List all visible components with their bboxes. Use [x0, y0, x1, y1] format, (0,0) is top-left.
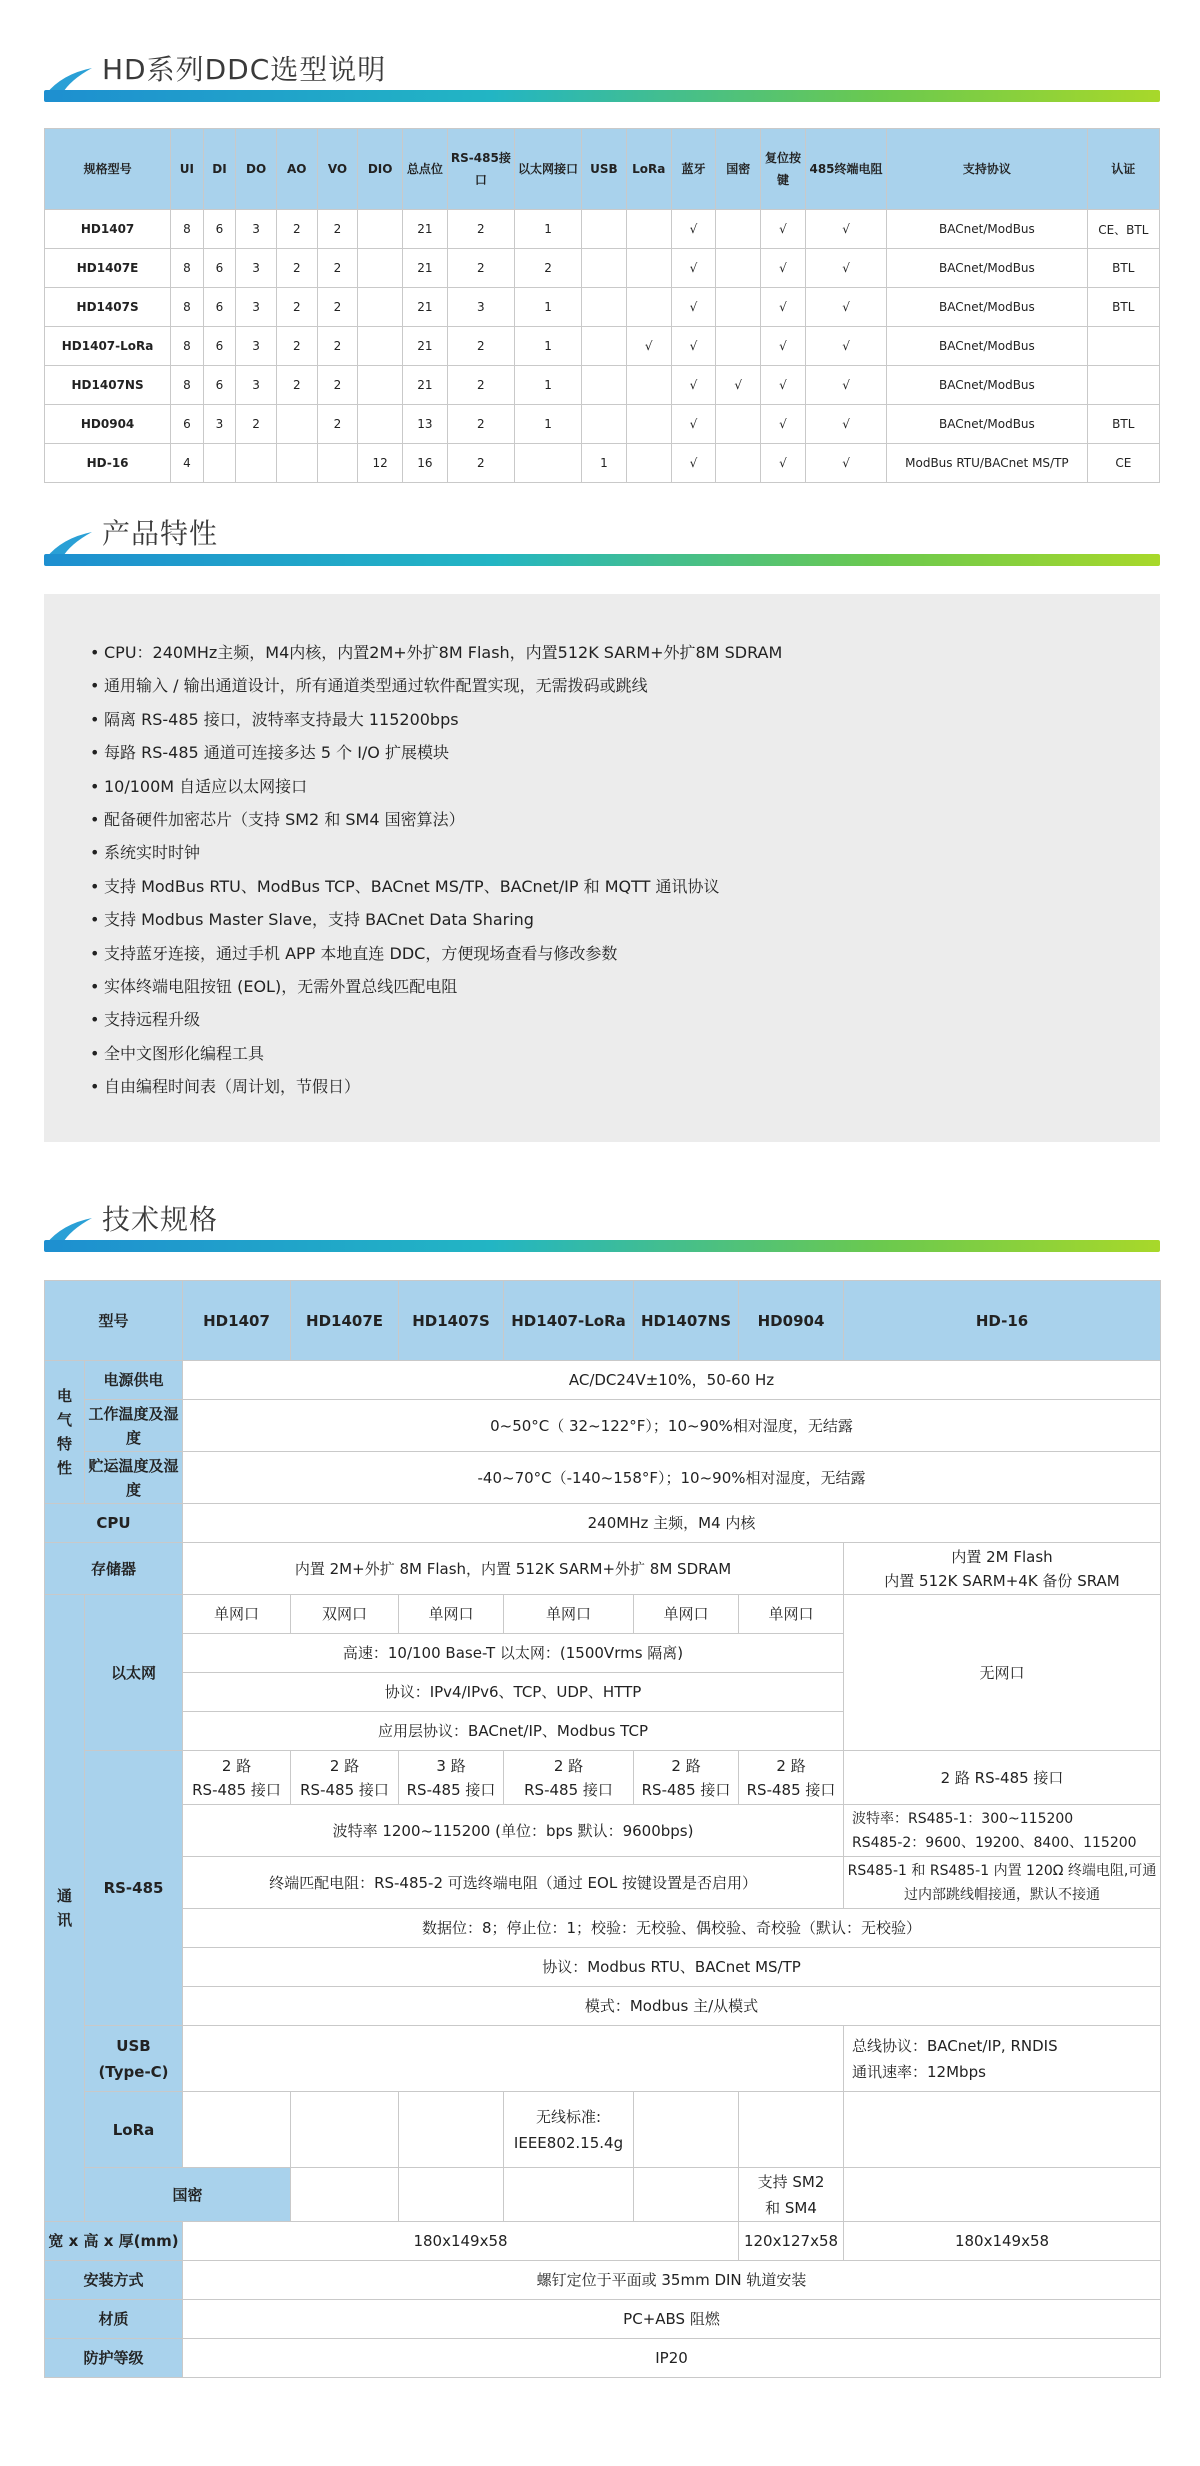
selection-cell: [582, 288, 627, 327]
selection-cell: 2: [317, 210, 358, 249]
spec-model: HD1407NS: [634, 1281, 739, 1361]
selection-cell: 8: [171, 327, 204, 366]
rs485-mode: 模式：Modbus 主/从模式: [183, 1987, 1161, 2026]
selection-cell: √: [805, 444, 886, 483]
section-title-text: 技术规格: [102, 1203, 219, 1236]
rs485-data-bits: 数据位：8；停止位：1；校验：无校验、偶校验、奇校验（默认：无校验）: [183, 1909, 1161, 1948]
selection-cell: 2: [447, 405, 514, 444]
selection-cell: 2: [276, 327, 317, 366]
selection-cell: 1: [514, 288, 581, 327]
rs485-protocol: 协议：Modbus RTU、BACnet MS/TP: [183, 1948, 1161, 1987]
selection-cell: [358, 366, 403, 405]
selection-cell: 2: [317, 405, 358, 444]
selection-cell: 21: [403, 210, 448, 249]
selection-cell: √: [671, 288, 716, 327]
usb-hd16: 总线协议：BACnet/IP, RNDIS 通讯速率：12Mbps: [844, 2026, 1161, 2092]
spec-model: HD1407: [183, 1281, 291, 1361]
selection-cell: √: [805, 405, 886, 444]
selection-cell: ModBus RTU/BACnet MS/TP: [887, 444, 1087, 483]
feature-item: • 每路 RS-485 通道可连接多达 5 个 I/O 扩展模块: [104, 736, 1160, 769]
selection-cell: 6: [203, 210, 236, 249]
ip-value: IP20: [183, 2339, 1161, 2378]
selection-row: [45, 366, 1160, 405]
feature-item: • 支持 ModBus RTU、ModBus TCP、BACnet MS/TP、BACnet/IP 和 MQTT 通讯协议: [104, 870, 1160, 903]
selection-cell: BACnet/ModBus: [887, 405, 1087, 444]
selection-header-cell: 认证: [1087, 129, 1159, 210]
selection-header-cell: 国密: [716, 129, 761, 210]
features-panel: [44, 594, 1160, 1142]
feature-item: • 全中文图形化编程工具: [104, 1037, 1160, 1070]
size-value: 120x127x58: [739, 2222, 844, 2261]
selection-cell: 3: [236, 327, 277, 366]
selection-cell: 8: [171, 366, 204, 405]
selection-cell: √: [671, 249, 716, 288]
selection-cell: [317, 444, 358, 483]
guomi-cell: [291, 2168, 399, 2222]
selection-cell: [582, 249, 627, 288]
selection-header-cell: 485终端电阻: [805, 129, 886, 210]
selection-cell: 8: [171, 249, 204, 288]
selection-cell: [716, 405, 761, 444]
store-temp-label: 贮运温度及湿度: [85, 1452, 183, 1504]
lora-cell: [399, 2092, 504, 2168]
spec-model: HD-16: [844, 1281, 1161, 1361]
feature-item: • 支持蓝牙连接，通过手机 APP 本地直连 DDC，方便现场查看与修改参数: [104, 937, 1160, 970]
guomi-cell: [844, 2168, 1161, 2222]
selection-cell: 1: [514, 327, 581, 366]
selection-cell: √: [761, 288, 806, 327]
selection-model-cell: HD1407NS: [45, 366, 171, 405]
selection-header-cell: USB: [582, 129, 627, 210]
eth-protocol: 协议：IPv4/IPv6、TCP、UDP、HTTP: [183, 1673, 844, 1712]
selection-cell: [626, 405, 671, 444]
selection-cell: √: [761, 366, 806, 405]
store-temp-value: -40~70°C（-140~158°F）；10~90%相对湿度，无结露: [183, 1452, 1161, 1504]
spec-model: HD1407-LoRa: [504, 1281, 634, 1361]
selection-model-cell: HD1407E: [45, 249, 171, 288]
selection-cell: √: [671, 444, 716, 483]
work-temp-label: 工作温度及湿度: [85, 1400, 183, 1452]
selection-cell: √: [805, 288, 886, 327]
selection-model-cell: HD1407: [45, 210, 171, 249]
section-title-features: [44, 508, 1160, 568]
selection-cell: 2: [317, 327, 358, 366]
selection-cell: 2: [276, 366, 317, 405]
selection-cell: [716, 210, 761, 249]
feature-item: • 系统实时时钟: [104, 836, 1160, 869]
selection-cell: √: [761, 249, 806, 288]
selection-cell: √: [761, 210, 806, 249]
spec-table: [44, 1280, 1161, 2378]
selection-cell: 3: [203, 405, 236, 444]
feature-item: • 自由编程时间表（周计划，节假日）: [104, 1070, 1160, 1103]
selection-cell: [514, 444, 581, 483]
selection-cell: [626, 366, 671, 405]
selection-cell: [276, 405, 317, 444]
selection-cell: √: [761, 444, 806, 483]
selection-cell: [626, 249, 671, 288]
selection-header-cell: DO: [236, 129, 277, 210]
feature-item: • 支持远程升级: [104, 1003, 1160, 1036]
guomi-label: 国密: [85, 2168, 291, 2222]
section-title-text: HD系列DDC选型说明: [102, 53, 387, 86]
selection-cell: BACnet/ModBus: [887, 210, 1087, 249]
selection-cell: 6: [203, 288, 236, 327]
selection-cell: 16: [403, 444, 448, 483]
rs485-termination: 终端匹配电阻：RS-485-2 可选终端电阻（通过 EOL 按键设置是否启用）: [183, 1857, 844, 1909]
selection-row: [45, 249, 1160, 288]
feature-item: • 10/100M 自适应以太网接口: [104, 770, 1160, 803]
selection-cell: [236, 444, 277, 483]
selection-cell: 2: [447, 249, 514, 288]
size-label: 宽 x 高 x 厚(mm): [45, 2222, 183, 2261]
selection-header-cell: DI: [203, 129, 236, 210]
selection-cell: [582, 366, 627, 405]
spec-model: HD0904: [739, 1281, 844, 1361]
cpu-label: CPU: [45, 1504, 183, 1543]
spec-model: HD1407S: [399, 1281, 504, 1361]
section-title-text: 产品特性: [102, 517, 219, 550]
lora-label: LoRa: [85, 2092, 183, 2168]
eth-port: 单网口: [504, 1595, 634, 1634]
rs485-hd16: 2 路 RS-485 接口: [844, 1751, 1161, 1805]
rs485-termination-hd16: RS485-1 和 RS485-1 内置 120Ω 终端电阻,可通过内部跳线帽接通，默认不接通: [844, 1857, 1161, 1909]
feature-item: • 实体终端电阻按钮 (EOL)，无需外置总线匹配电阻: [104, 970, 1160, 1003]
lora-cell: [291, 2092, 399, 2168]
selection-header-cell: DIO: [358, 129, 403, 210]
selection-cell: 3: [236, 210, 277, 249]
selection-model-cell: HD1407-LoRa: [45, 327, 171, 366]
lora-cell: [634, 2092, 739, 2168]
selection-cell: [716, 444, 761, 483]
selection-cell: BTL: [1087, 405, 1159, 444]
work-temp-value: 0~50°C（ 32~122°F）；10~90%相对湿度，无结露: [183, 1400, 1161, 1452]
selection-cell: √: [671, 327, 716, 366]
selection-cell: [716, 288, 761, 327]
selection-cell: 21: [403, 366, 448, 405]
usb-empty: [183, 2026, 844, 2092]
selection-cell: [626, 444, 671, 483]
selection-cell: 6: [203, 327, 236, 366]
selection-cell: 1: [582, 444, 627, 483]
features-list: [44, 594, 1160, 1104]
eth-app-protocol: 应用层协议：BACnet/IP、Modbus TCP: [183, 1712, 844, 1751]
feature-item: • 通用输入 / 输出通道设计，所有通道类型通过软件配置实现，无需拨码或跳线: [104, 669, 1160, 702]
lora-value: 无线标准: IEEE802.15.4g: [504, 2092, 634, 2168]
lora-cell: [183, 2092, 291, 2168]
selection-cell: [626, 288, 671, 327]
selection-cell: 3: [447, 288, 514, 327]
selection-cell: √: [805, 249, 886, 288]
selection-row: [45, 405, 1160, 444]
eth-port: 单网口: [739, 1595, 844, 1634]
selection-cell: BACnet/ModBus: [887, 288, 1087, 327]
power-value: AC/DC24V±10%，50-60 Hz: [183, 1361, 1161, 1400]
spec-model-label: 型号: [45, 1281, 183, 1361]
guomi-cell: [634, 2168, 739, 2222]
selection-cell: 2: [514, 249, 581, 288]
selection-header-cell: AO: [276, 129, 317, 210]
usb-label: USB (Type-C): [85, 2026, 183, 2092]
material-label: 材质: [45, 2300, 183, 2339]
eth-speed: 高速：10/100 Base-T 以太网：(1500Vrms 隔离): [183, 1634, 844, 1673]
selection-cell: √: [761, 405, 806, 444]
selection-header-cell: 以太网接口: [514, 129, 581, 210]
memory-label: 存储器: [45, 1543, 183, 1595]
selection-header-row: [45, 129, 1160, 210]
selection-cell: CE、BTL: [1087, 210, 1159, 249]
eth-hd16: 无网口: [844, 1595, 1161, 1751]
selection-cell: 12: [358, 444, 403, 483]
selection-cell: 2: [447, 366, 514, 405]
selection-cell: 2: [317, 288, 358, 327]
eth-port: 单网口: [183, 1595, 291, 1634]
selection-cell: 2: [447, 210, 514, 249]
selection-cell: [582, 327, 627, 366]
selection-cell: [276, 444, 317, 483]
section-divider: [44, 554, 1160, 566]
install-value: 螺钉定位于平面或 35mm DIN 轨道安装: [183, 2261, 1161, 2300]
selection-cell: BTL: [1087, 288, 1159, 327]
selection-cell: 13: [403, 405, 448, 444]
rs485-ports: 2 路 RS-485 接口: [183, 1751, 291, 1805]
lora-cell: [844, 2092, 1161, 2168]
selection-cell: 2: [236, 405, 277, 444]
selection-cell: 2: [317, 366, 358, 405]
selection-cell: [203, 444, 236, 483]
rs485-ports: 2 路 RS-485 接口: [504, 1751, 634, 1805]
selection-cell: √: [805, 210, 886, 249]
spec-model: HD1407E: [291, 1281, 399, 1361]
selection-cell: [358, 249, 403, 288]
selection-cell: 1: [514, 210, 581, 249]
selection-cell: BACnet/ModBus: [887, 249, 1087, 288]
selection-cell: BACnet/ModBus: [887, 366, 1087, 405]
ip-label: 防护等级: [45, 2339, 183, 2378]
selection-cell: √: [805, 366, 886, 405]
selection-row: [45, 288, 1160, 327]
selection-header-cell: 复位按键: [761, 129, 806, 210]
cpu-value: 240MHz 主频，M4 内核: [183, 1504, 1161, 1543]
feature-item: • 支持 Modbus Master Slave，支持 BACnet Data Sharing: [104, 903, 1160, 936]
selection-header-cell: LoRa: [626, 129, 671, 210]
comm-group-label: 通 讯: [45, 1595, 85, 2222]
feature-item: • 配备硬件加密芯片（支持 SM2 和 SM4 国密算法）: [104, 803, 1160, 836]
selection-cell: CE: [1087, 444, 1159, 483]
selection-header-cell: 蓝牙: [671, 129, 716, 210]
eth-port: 单网口: [634, 1595, 739, 1634]
memory-value: 内置 2M+外扩 8M Flash，内置 512K SARM+外扩 8M SDRAM: [183, 1543, 844, 1595]
eth-port: 单网口: [399, 1595, 504, 1634]
selection-cell: 6: [203, 249, 236, 288]
selection-cell: 21: [403, 327, 448, 366]
selection-cell: 2: [317, 249, 358, 288]
selection-table: [44, 128, 1160, 483]
selection-cell: [582, 405, 627, 444]
selection-row: [45, 327, 1160, 366]
selection-cell: [358, 288, 403, 327]
selection-cell: 3: [236, 288, 277, 327]
selection-model-cell: HD0904: [45, 405, 171, 444]
memory-hd16: 内置 2M Flash 内置 512K SARM+4K 备份 SRAM: [844, 1543, 1161, 1595]
section-divider: [44, 90, 1160, 102]
selection-cell: √: [805, 327, 886, 366]
selection-cell: 2: [276, 288, 317, 327]
selection-cell: [358, 327, 403, 366]
selection-cell: 2: [447, 444, 514, 483]
section-title-specs: [44, 1194, 1160, 1254]
rs485-ports: 2 路 RS-485 接口: [634, 1751, 739, 1805]
material-value: PC+ABS 阻燃: [183, 2300, 1161, 2339]
selection-header-cell: VO: [317, 129, 358, 210]
size-value: 180x149x58: [844, 2222, 1161, 2261]
selection-row: [45, 210, 1160, 249]
lora-cell: [739, 2092, 844, 2168]
elec-group-label: 电 气 特 性: [45, 1361, 85, 1504]
guomi-cell: [504, 2168, 634, 2222]
selection-cell: 21: [403, 249, 448, 288]
selection-cell: 1: [514, 405, 581, 444]
selection-header-cell: UI: [171, 129, 204, 210]
selection-cell: [716, 327, 761, 366]
section-divider: [44, 1240, 1160, 1252]
selection-cell: [358, 405, 403, 444]
eth-label: 以太网: [85, 1595, 183, 1751]
selection-header-cell: 支持协议: [887, 129, 1087, 210]
selection-cell: √: [671, 366, 716, 405]
selection-cell: 4: [171, 444, 204, 483]
size-value: 180x149x58: [183, 2222, 739, 2261]
section-title-selection: [44, 44, 1160, 104]
selection-model-cell: HD-16: [45, 444, 171, 483]
selection-cell: BACnet/ModBus: [887, 327, 1087, 366]
power-label: 电源供电: [85, 1361, 183, 1400]
selection-cell: 21: [403, 288, 448, 327]
selection-row: [45, 444, 1160, 483]
selection-cell: [716, 249, 761, 288]
rs485-label: RS-485: [85, 1751, 183, 2026]
guomi-cell: [399, 2168, 504, 2222]
rs485-baud-hd16: 波特率：RS485-1：300~115200 RS485-2：9600、19200、8400、115200: [844, 1805, 1161, 1857]
selection-cell: 8: [171, 288, 204, 327]
selection-cell: √: [761, 327, 806, 366]
selection-cell: [626, 210, 671, 249]
selection-cell: √: [671, 210, 716, 249]
selection-header-cell: RS-485接口: [447, 129, 514, 210]
selection-cell: 2: [276, 210, 317, 249]
selection-cell: [358, 210, 403, 249]
selection-cell: √: [716, 366, 761, 405]
selection-cell: 2: [276, 249, 317, 288]
selection-header-cell: 规格型号: [45, 129, 171, 210]
eth-port: 双网口: [291, 1595, 399, 1634]
selection-cell: [1087, 327, 1159, 366]
selection-cell: 3: [236, 249, 277, 288]
selection-cell: √: [626, 327, 671, 366]
selection-cell: √: [671, 405, 716, 444]
install-label: 安装方式: [45, 2261, 183, 2300]
feature-item: • 隔离 RS-485 接口，波特率支持最大 115200bps: [104, 703, 1160, 736]
guomi-value: 支持 SM2 和 SM4: [739, 2168, 844, 2222]
rs485-ports: 3 路 RS-485 接口: [399, 1751, 504, 1805]
selection-cell: 6: [203, 366, 236, 405]
selection-cell: 8: [171, 210, 204, 249]
selection-cell: 1: [514, 366, 581, 405]
selection-cell: 3: [236, 366, 277, 405]
selection-cell: 6: [171, 405, 204, 444]
rs485-ports: 2 路 RS-485 接口: [291, 1751, 399, 1805]
selection-model-cell: HD1407S: [45, 288, 171, 327]
selection-cell: [1087, 366, 1159, 405]
rs485-ports: 2 路 RS-485 接口: [739, 1751, 844, 1805]
rs485-baud: 波特率 1200~115200 (单位：bps 默认：9600bps): [183, 1805, 844, 1857]
selection-cell: 2: [447, 327, 514, 366]
selection-cell: [582, 210, 627, 249]
selection-cell: BTL: [1087, 249, 1159, 288]
feature-item: • CPU：240MHz主频，M4内核，内置2M+外扩8M Flash，内置512K SARM+外扩8M SDRAM: [104, 636, 1160, 669]
selection-header-cell: 总点位: [403, 129, 448, 210]
